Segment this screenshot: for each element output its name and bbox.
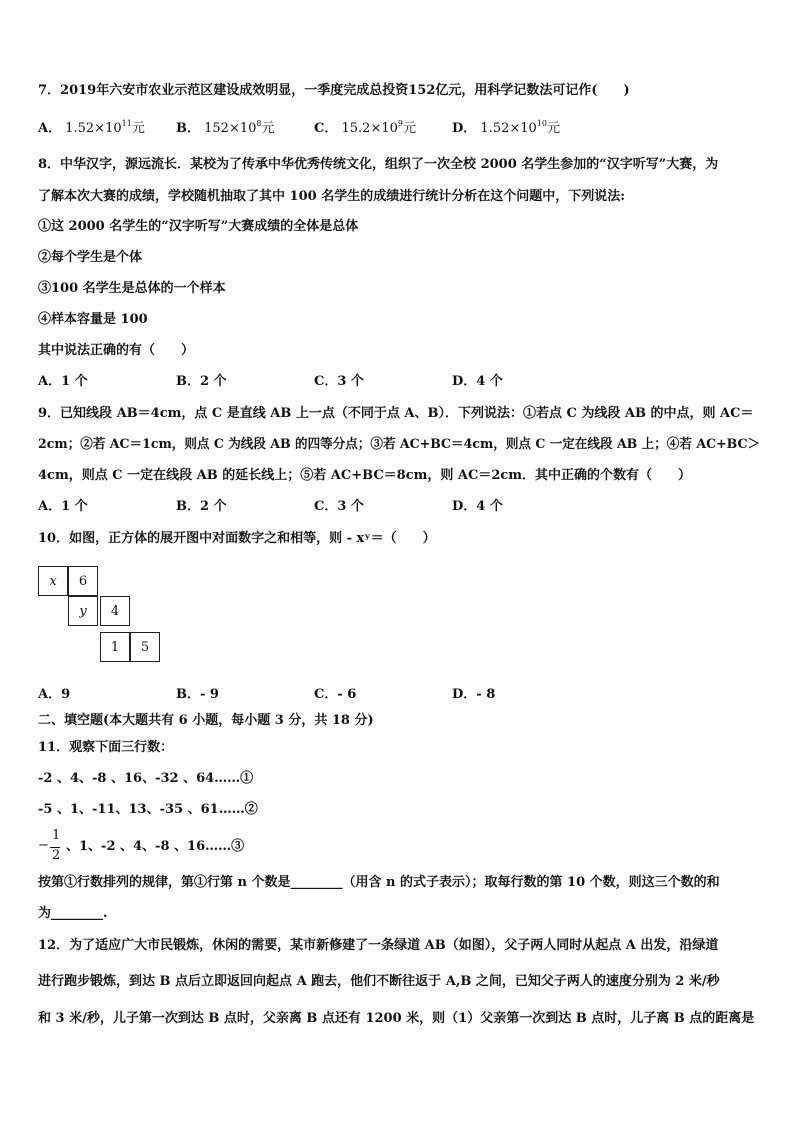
net-cell-y: y — [68, 596, 98, 626]
q7-option-d: D． $1.52\times 10^{10}$元 — [452, 119, 561, 136]
q11-row2: -5 、1、-11、13、-35 、61……② — [38, 802, 258, 817]
q9-line3: 4cm，则点 C 一定在线段 AB 的延长线上；⑤若 AC+BC＝8cm，则 AC＝2cm．其中正确的个数有（ ） — [38, 468, 692, 483]
q9-line2: 2cm；②若 AC＝1cm，则点 C 为线段 AB 的四等分点；③若 AC+BC＝4cm，则点 C 一定在线段 AB 上；④若 AC+BC＞ — [38, 437, 761, 452]
q8-option-c: C．3 个 — [314, 374, 364, 389]
q8-statement-4: ④样本容量是 100 — [38, 312, 148, 327]
q9-line1: 9．已知线段 AB＝4cm，点 C 是直线 AB 上一点（不同于点 A、B）．下列说法：①若点 C 为线段 AB 的中点，则 AC＝ — [38, 406, 754, 421]
q9-option-d: D．4 个 — [452, 499, 503, 514]
q10-option-c: C．- 6 — [314, 687, 357, 702]
q8-statement-2: ②每个学生是个体 — [38, 250, 143, 265]
q7-option-a: A． $1.52\times 10^{11}$元 — [38, 119, 145, 136]
q9-option-b: B．2 个 — [176, 499, 227, 514]
q12-line1: 12．为了适应广大市民锻炼，休闲的需要，某市新修建了一条绿道 AB（如图），父子两人同时从起点 A 出发，沿绿道 — [38, 938, 719, 953]
net-cell-5: 5 — [130, 632, 160, 662]
net-cell-4: 4 — [100, 596, 130, 626]
net-cell-1: 1 — [100, 632, 130, 662]
cube-net-figure — [38, 566, 168, 666]
q8-option-d: D．4 个 — [452, 374, 503, 389]
net-cell-6: 6 — [68, 566, 98, 596]
q9-option-c: C．3 个 — [314, 499, 364, 514]
q10-stem: 10．如图，正方体的展开图中对面数字之和相等，则 - xʸ＝（ ） — [38, 531, 436, 546]
q8-statement-1: ①这 2000 名学生的“汉字听写”大赛成绩的全体是总体 — [38, 219, 359, 234]
q11-ask-line2: 为________. — [38, 906, 108, 921]
net-cell-x: x — [38, 566, 68, 596]
q12-line2: 进行跑步锻炼，到达 B 点后立即返回向起点 A 跑去，他们不断往返于 A,B 之间，已知父子两人的速度分别为 2 米/秒 — [38, 974, 720, 989]
q11-stem: 11．观察下面三行数： — [38, 740, 174, 755]
q8-statement-3: ③100 名学生是总体的一个样本 — [38, 281, 226, 296]
q10-option-d: D．- 8 — [452, 687, 496, 702]
q8-stem-line1: 8．中华汉字，源远流长．某校为了传承中华优秀传统文化，组织了一次全校 2000 名学生参加的“汉字听写”大赛，为 — [38, 157, 719, 172]
q7-option-b: B． $152\times 10^8$元 — [176, 119, 275, 136]
q7-option-c: C． $15.2\times 10^9$元 — [314, 119, 416, 136]
q8-option-b: B．2 个 — [176, 374, 227, 389]
q9-option-a: A．1 个 — [38, 499, 88, 514]
q11-row3: 、1、-2 、4、-8 、16……③ — [66, 839, 245, 854]
q11-row1: -2 、4、-8 、16、-32 、64……① — [38, 771, 254, 786]
q11-ask-line1: 按第①行数排列的规律，第①行第 n 个数是________（用含 n 的式子表示）；取每行数的第 10 个数，则这三个数的和 — [38, 875, 720, 890]
q11-row3-fraction: − 1 2 — [38, 828, 61, 863]
q8-stem-line2: 了解本次大赛的成绩，学校随机抽取了其中 100 名学生的成绩进行统计分析在这个问题中，下列说法: — [38, 189, 625, 204]
q10-option-a: A．9 — [38, 687, 71, 702]
q12-line3: 和 3 米/秒，儿子第一次到达 B 点时，父亲离 B 点还有 1200 米，则（1）父亲第一次到达 B 点时，儿子离 B 点的距离是 — [38, 1011, 755, 1026]
section-heading: 二、填空题(本大题共有 6 小题，每小题 3 分，共 18 分) — [38, 713, 374, 728]
q7-stem: 7．2019年六安市农业示范区建设成效明显，一季度完成总投资152亿元，用科学记数法可记作( ) — [38, 83, 630, 98]
q10-option-b: B．- 9 — [176, 687, 219, 702]
q8-option-a: A．1 个 — [38, 374, 88, 389]
q8-question: 其中说法正确的有（ ） — [38, 343, 195, 358]
